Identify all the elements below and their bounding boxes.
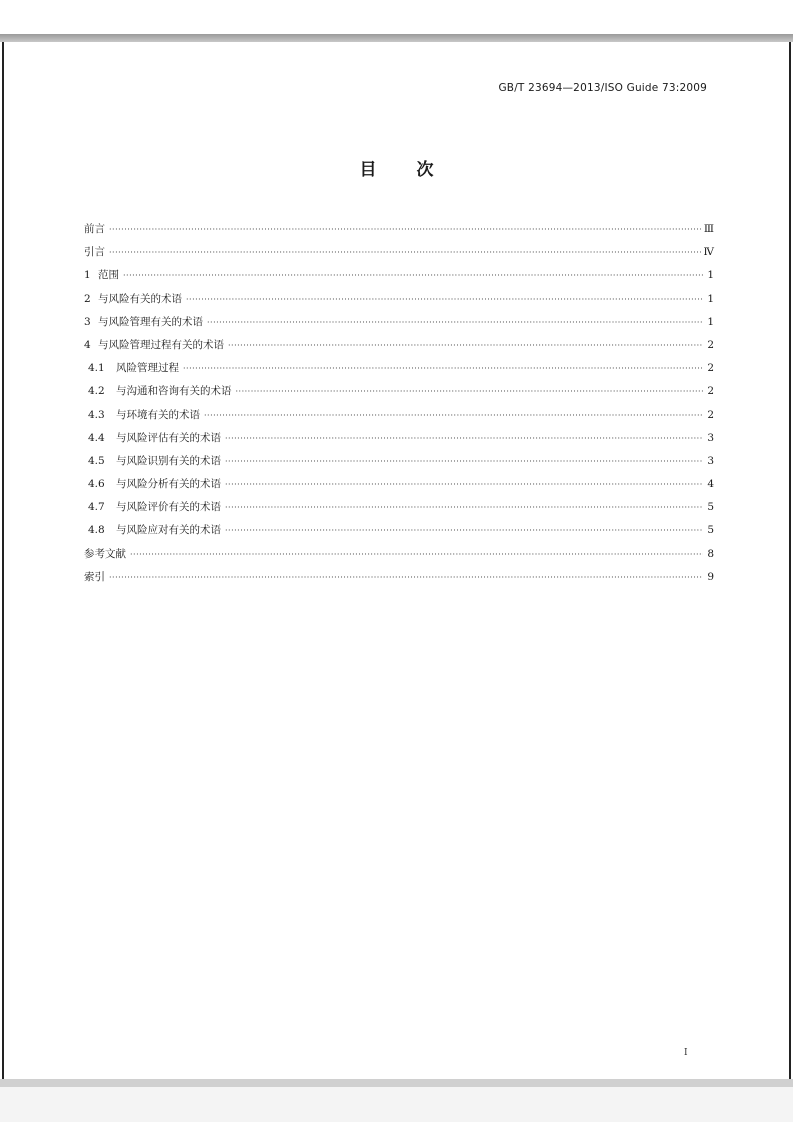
toc-entry-page: 9 bbox=[707, 570, 714, 583]
toc-entry[interactable] bbox=[84, 311, 714, 334]
viewer-bottom-band bbox=[0, 1079, 793, 1122]
toc-entry-number: 4.3 bbox=[88, 408, 105, 421]
toc-entry[interactable] bbox=[84, 543, 714, 566]
toc-entry-label: 与沟通和咨询有关的术语 bbox=[116, 385, 232, 398]
toc-entry-label: 参考文献 bbox=[84, 547, 126, 560]
toc-dot-leader bbox=[109, 218, 701, 241]
toc-dot-leader bbox=[207, 311, 703, 334]
toc-entry-number: 4.4 bbox=[88, 431, 105, 444]
toc-entry-page: 1 bbox=[707, 315, 714, 328]
toc-entry-page: 2 bbox=[707, 385, 714, 398]
standard-code: GB/T 23694—2013/ISO Guide 73:2009 bbox=[498, 82, 707, 94]
toc-entry-page: 2 bbox=[707, 362, 714, 375]
toc-entry-label: 与风险识别有关的术语 bbox=[116, 454, 221, 467]
toc-entry-number: 1 bbox=[84, 269, 91, 282]
toc-entry-number: 4.6 bbox=[88, 478, 105, 491]
toc-entry-page: 3 bbox=[707, 431, 714, 444]
toc-entry-label: 引言 bbox=[84, 246, 105, 259]
toc-entry-number: 4 bbox=[84, 338, 91, 351]
toc-dot-leader bbox=[225, 450, 703, 473]
page-number: I bbox=[684, 1048, 688, 1058]
table-of-contents bbox=[84, 218, 714, 589]
toc-entry-number: 2 bbox=[84, 292, 91, 305]
toc-entry-number: 4.5 bbox=[88, 454, 105, 467]
toc-dot-leader bbox=[225, 496, 703, 519]
toc-entry-page: 4 bbox=[707, 478, 714, 491]
toc-entry-label: 与环境有关的术语 bbox=[116, 408, 200, 421]
toc-dot-leader bbox=[225, 473, 703, 496]
toc-entry[interactable] bbox=[84, 334, 714, 357]
toc-entry-page: 5 bbox=[707, 524, 714, 537]
toc-entry-label: 风险管理过程 bbox=[116, 362, 179, 375]
toc-dot-leader bbox=[225, 427, 703, 450]
toc-entry[interactable] bbox=[84, 473, 714, 496]
toc-entry-page: Ⅳ bbox=[703, 246, 714, 259]
toc-dot-leader bbox=[236, 380, 704, 403]
toc-entry[interactable] bbox=[84, 264, 714, 287]
toc-entry[interactable] bbox=[84, 427, 714, 450]
toc-dot-leader bbox=[109, 241, 701, 264]
toc-entry-page: 5 bbox=[707, 501, 714, 514]
toc-entry[interactable] bbox=[84, 218, 714, 241]
toc-entry-page: 1 bbox=[707, 269, 714, 282]
toc-dot-leader bbox=[109, 566, 703, 589]
toc-entry-number: 3 bbox=[84, 315, 91, 328]
toc-entry-label: 前言 bbox=[84, 223, 105, 235]
toc-entry[interactable] bbox=[84, 404, 714, 427]
toc-dot-leader bbox=[228, 334, 703, 357]
toc-entry-label: 与风险评价有关的术语 bbox=[116, 501, 221, 514]
toc-entry[interactable] bbox=[84, 380, 714, 403]
toc-dot-leader bbox=[183, 357, 703, 380]
toc-dot-leader bbox=[123, 264, 703, 287]
toc-dot-leader bbox=[186, 288, 703, 311]
toc-entry-page: 2 bbox=[707, 408, 714, 421]
toc-entry-label: 与风险评估有关的术语 bbox=[116, 431, 221, 444]
toc-entry-page: 2 bbox=[707, 338, 714, 351]
toc-entry-number: 4.1 bbox=[88, 362, 105, 375]
toc-entry-label: 与风险应对有关的术语 bbox=[116, 524, 221, 537]
toc-entry-page: 1 bbox=[707, 292, 714, 305]
toc-entry-label: 范围 bbox=[98, 269, 119, 282]
toc-dot-leader bbox=[225, 519, 703, 542]
toc-entry[interactable] bbox=[84, 450, 714, 473]
toc-entry-label: 与风险管理有关的术语 bbox=[98, 315, 203, 328]
toc-dot-leader bbox=[130, 543, 703, 566]
toc-dot-leader bbox=[204, 404, 703, 427]
toc-entry[interactable] bbox=[84, 241, 714, 264]
toc-entry-label: 索引 bbox=[84, 570, 105, 583]
viewer-top-band bbox=[0, 0, 793, 44]
toc-entry[interactable] bbox=[84, 357, 714, 380]
toc-entry-label: 与风险分析有关的术语 bbox=[116, 478, 221, 491]
toc-entry[interactable] bbox=[84, 566, 714, 589]
toc-entry-label: 与风险有关的术语 bbox=[98, 292, 182, 305]
toc-entry-page: 3 bbox=[707, 454, 714, 467]
toc-entry-number: 4.8 bbox=[88, 524, 105, 537]
toc-entry-number: 4.7 bbox=[88, 501, 105, 514]
toc-entry-label: 与风险管理过程有关的术语 bbox=[98, 338, 224, 351]
toc-entry-page: 8 bbox=[707, 547, 714, 560]
toc-entry-number: 4.2 bbox=[88, 385, 105, 398]
page-title: 目次 bbox=[359, 160, 474, 180]
toc-entry[interactable] bbox=[84, 519, 714, 542]
toc-entry[interactable] bbox=[84, 496, 714, 519]
document-page bbox=[2, 42, 791, 1079]
toc-entry-page: Ⅲ bbox=[703, 223, 714, 235]
toc-entry[interactable] bbox=[84, 288, 714, 311]
